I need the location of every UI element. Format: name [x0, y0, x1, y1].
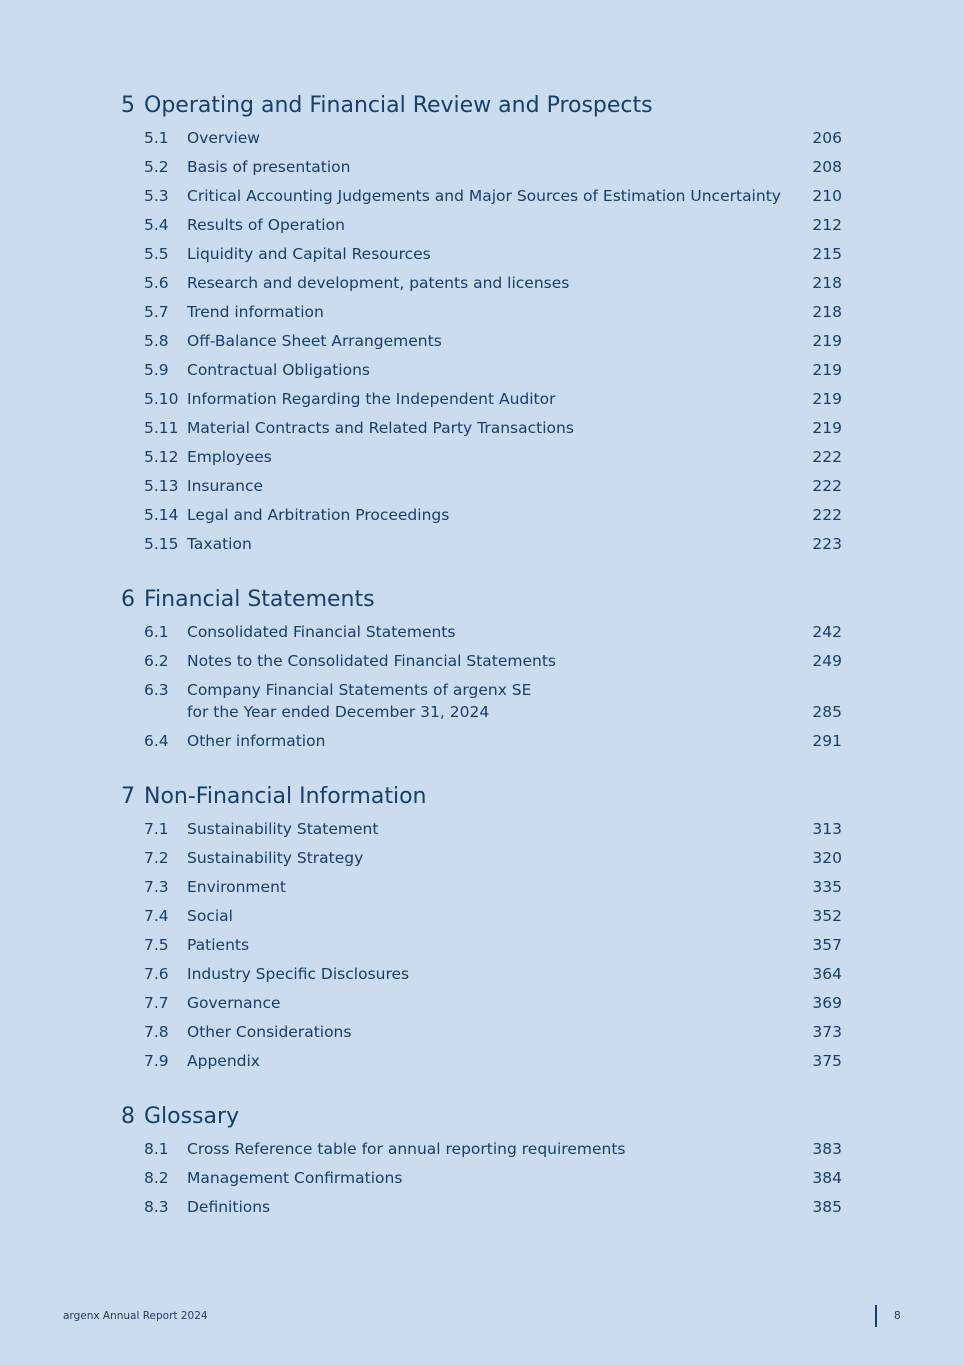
toc-entry[interactable]: [144, 388, 842, 410]
entry-title-line: Liquidity and Capital Resources: [187, 245, 431, 263]
entry-title-line: Research and development, patents and licenses: [187, 274, 570, 292]
entry-list: [121, 621, 842, 752]
entry-title: [187, 533, 802, 555]
entry-page-number: 384: [812, 1169, 842, 1187]
entry-title: [187, 876, 802, 898]
section-number: 7: [121, 784, 135, 809]
entry-title-line: Patients: [187, 936, 250, 954]
entry-page-number: 249: [812, 652, 842, 670]
entry-title-line: Sustainability Statement: [187, 820, 379, 838]
entry-title: [187, 621, 802, 643]
entry-page-number: 373: [812, 1023, 842, 1041]
entry-title: [187, 992, 802, 1014]
toc-entry[interactable]: [144, 679, 842, 723]
toc-entry[interactable]: [144, 818, 842, 840]
entry-title-line: Governance: [187, 994, 281, 1012]
entry-title: [187, 417, 802, 439]
toc-entry[interactable]: [144, 301, 842, 323]
entry-title: [187, 963, 802, 985]
toc-entry[interactable]: [144, 847, 842, 869]
entry-title-line: Material Contracts and Related Party Transactions: [187, 419, 574, 437]
entry-page-number: 222: [812, 477, 842, 495]
entry-title: [187, 1021, 802, 1043]
entry-title-line: Insurance: [187, 477, 264, 495]
section-heading[interactable]: [121, 93, 842, 123]
entry-number: 8.1: [144, 1140, 169, 1158]
page-footer: [63, 1305, 901, 1329]
entry-number: 7.5: [144, 936, 169, 954]
toc-entry[interactable]: [144, 127, 842, 149]
entry-title: [187, 272, 802, 294]
entry-number: 6.4: [144, 732, 169, 750]
entry-title-line: for the Year ended December 31, 2024: [187, 703, 490, 721]
toc-entry[interactable]: [144, 1021, 842, 1043]
entry-page-number: 208: [812, 158, 842, 176]
entry-page-number: 222: [812, 506, 842, 524]
entry-number: 8.2: [144, 1169, 169, 1187]
entry-title-line: Results of Operation: [187, 216, 345, 234]
entry-title: [187, 934, 802, 956]
entry-number: 5.5: [144, 245, 169, 263]
toc-entry[interactable]: [144, 1050, 842, 1072]
section-title: Glossary: [144, 1104, 240, 1129]
entry-title-line: Management Confirmations: [187, 1169, 403, 1187]
entry-number: 7.6: [144, 965, 169, 983]
entry-page-number: 223: [812, 535, 842, 553]
entry-title-line: Legal and Arbitration Proceedings: [187, 506, 450, 524]
entry-number: 5.7: [144, 303, 169, 321]
entry-number: 5.4: [144, 216, 169, 234]
toc-entry[interactable]: [144, 185, 842, 207]
entry-page-number: 335: [812, 878, 842, 896]
entry-list: [121, 818, 842, 1072]
report-name: argenx Annual Report 2024: [63, 1310, 208, 1322]
entry-number: 6.3: [144, 681, 169, 699]
entry-title-line: Notes to the Consolidated Financial Statements: [187, 652, 557, 670]
entry-number: 7.1: [144, 820, 169, 838]
toc-entry[interactable]: [144, 272, 842, 294]
toc-entry[interactable]: [144, 330, 842, 352]
entry-number: 5.11: [144, 419, 179, 437]
toc-entry[interactable]: [144, 621, 842, 643]
entry-number: 7.3: [144, 878, 169, 896]
entry-number: 5.14: [144, 506, 179, 524]
entry-title-line: Consolidated Financial Statements: [187, 623, 456, 641]
toc-entry[interactable]: [144, 934, 842, 956]
toc-entry[interactable]: [144, 650, 842, 672]
entry-page-number: 206: [812, 129, 842, 147]
toc-entry[interactable]: [144, 876, 842, 898]
entry-page-number: 357: [812, 936, 842, 954]
entry-page-number: 219: [812, 419, 842, 437]
entry-title-line: Appendix: [187, 1052, 260, 1070]
toc-entry[interactable]: [144, 992, 842, 1014]
section-number: 5: [121, 93, 135, 118]
toc-section: [121, 93, 842, 555]
entry-title: [187, 185, 802, 207]
entry-title: [187, 214, 802, 236]
entry-title: [187, 388, 802, 410]
entry-title-line: Sustainability Strategy: [187, 849, 364, 867]
entry-title: [187, 730, 802, 752]
entry-page-number: 222: [812, 448, 842, 466]
toc-section: [121, 784, 842, 1072]
entry-number: 7.9: [144, 1052, 169, 1070]
entry-number: 5.10: [144, 390, 179, 408]
toc-entry[interactable]: [144, 417, 842, 439]
entry-title-line: Environment: [187, 878, 286, 896]
entry-page-number: 364: [812, 965, 842, 983]
entry-page-number: 212: [812, 216, 842, 234]
entry-title-line: Cross Reference table for annual reporting requirements: [187, 1140, 626, 1158]
entry-title: [187, 330, 802, 352]
toc-section: [121, 1104, 842, 1218]
entry-number: 8.3: [144, 1198, 169, 1216]
entry-page-number: 285: [812, 703, 842, 721]
entry-title-line: Trend information: [187, 303, 324, 321]
section-number: 6: [121, 587, 135, 612]
entry-page-number: 219: [812, 332, 842, 350]
entry-title-line: Overview: [187, 129, 260, 147]
entry-title-line: Other information: [187, 732, 326, 750]
toc-entry[interactable]: [144, 1138, 842, 1160]
entry-page-number: 313: [812, 820, 842, 838]
section-heading[interactable]: [121, 1104, 842, 1134]
section-title: Operating and Financial Review and Prospects: [144, 93, 653, 118]
entry-page-number: 320: [812, 849, 842, 867]
entry-title-line: Definitions: [187, 1198, 271, 1216]
entry-title: [187, 1167, 802, 1189]
section-title: Non-Financial Information: [144, 784, 427, 809]
entry-title: [187, 359, 802, 381]
entry-number: 5.2: [144, 158, 169, 176]
toc-entry[interactable]: [144, 475, 842, 497]
entry-title-line: Other Considerations: [187, 1023, 352, 1041]
entry-title: [187, 156, 802, 178]
table-of-contents: [121, 93, 842, 1250]
entry-list: [121, 127, 842, 555]
entry-page-number: 218: [812, 303, 842, 321]
entry-title: [187, 301, 802, 323]
entry-number: 5.3: [144, 187, 169, 205]
entry-number: 5.1: [144, 129, 169, 147]
toc-entry[interactable]: [144, 533, 842, 555]
entry-number: 7.8: [144, 1023, 169, 1041]
entry-title: [187, 127, 802, 149]
entry-number: 7.4: [144, 907, 169, 925]
entry-number: 5.9: [144, 361, 169, 379]
entry-title: [187, 847, 802, 869]
entry-number: 5.12: [144, 448, 179, 466]
entry-number: 7.2: [144, 849, 169, 867]
entry-number: 5.15: [144, 535, 179, 553]
entry-page-number: 215: [812, 245, 842, 263]
entry-page-number: 210: [812, 187, 842, 205]
toc-entry[interactable]: [144, 359, 842, 381]
entry-title-line: Off-Balance Sheet Arrangements: [187, 332, 442, 350]
entry-title-line: Company Financial Statements of argenx SE: [187, 681, 532, 699]
toc-entry[interactable]: [144, 156, 842, 178]
entry-page-number: 369: [812, 994, 842, 1012]
toc-entry[interactable]: [144, 730, 842, 752]
section-title: Financial Statements: [144, 587, 375, 612]
section-number: 8: [121, 1104, 135, 1129]
toc-section: [121, 587, 842, 752]
entry-title-line: Basis of presentation: [187, 158, 351, 176]
entry-title: [187, 504, 802, 526]
entry-title: [187, 1196, 802, 1218]
entry-title: [187, 905, 802, 927]
entry-title: [187, 650, 802, 672]
toc-entry[interactable]: [144, 504, 842, 526]
entry-title: [187, 1050, 802, 1072]
entry-page-number: 385: [812, 1198, 842, 1216]
entry-page-number: 383: [812, 1140, 842, 1158]
entry-page-number: 352: [812, 907, 842, 925]
toc-entry[interactable]: [144, 446, 842, 468]
toc-entry[interactable]: [144, 1196, 842, 1218]
entry-title: [187, 475, 802, 497]
entry-number: 5.6: [144, 274, 169, 292]
footer-divider: [875, 1305, 877, 1327]
toc-entry[interactable]: [144, 905, 842, 927]
entry-title-line: Critical Accounting Judgements and Major Sources of Estimation Uncertainty: [187, 187, 781, 205]
entry-page-number: 218: [812, 274, 842, 292]
entry-number: 7.7: [144, 994, 169, 1012]
entry-number: 5.8: [144, 332, 169, 350]
entry-page-number: 375: [812, 1052, 842, 1070]
page-number: 8: [894, 1310, 901, 1322]
section-heading[interactable]: [121, 587, 842, 617]
entry-page-number: 219: [812, 390, 842, 408]
entry-title-line: Taxation: [187, 535, 252, 553]
entry-title-line: Employees: [187, 448, 272, 466]
entry-number: 6.2: [144, 652, 169, 670]
entry-title: [187, 243, 802, 265]
entry-page-number: 219: [812, 361, 842, 379]
toc-entry[interactable]: [144, 243, 842, 265]
entry-title-line: Social: [187, 907, 233, 925]
entry-title-line: Information Regarding the Independent Auditor: [187, 390, 556, 408]
entry-title: [187, 1138, 802, 1160]
entry-title: [187, 818, 802, 840]
entry-title-line: Contractual Obligations: [187, 361, 370, 379]
toc-entry[interactable]: [144, 963, 842, 985]
entry-number: 5.13: [144, 477, 179, 495]
entry-page-number: 242: [812, 623, 842, 641]
entry-title: [187, 679, 802, 723]
entry-number: 6.1: [144, 623, 169, 641]
entry-page-number: 291: [812, 732, 842, 750]
entry-list: [121, 1138, 842, 1218]
entry-title-line: Industry Specific Disclosures: [187, 965, 410, 983]
toc-entry[interactable]: [144, 1167, 842, 1189]
entry-title: [187, 446, 802, 468]
section-heading[interactable]: [121, 784, 842, 814]
toc-entry[interactable]: [144, 214, 842, 236]
